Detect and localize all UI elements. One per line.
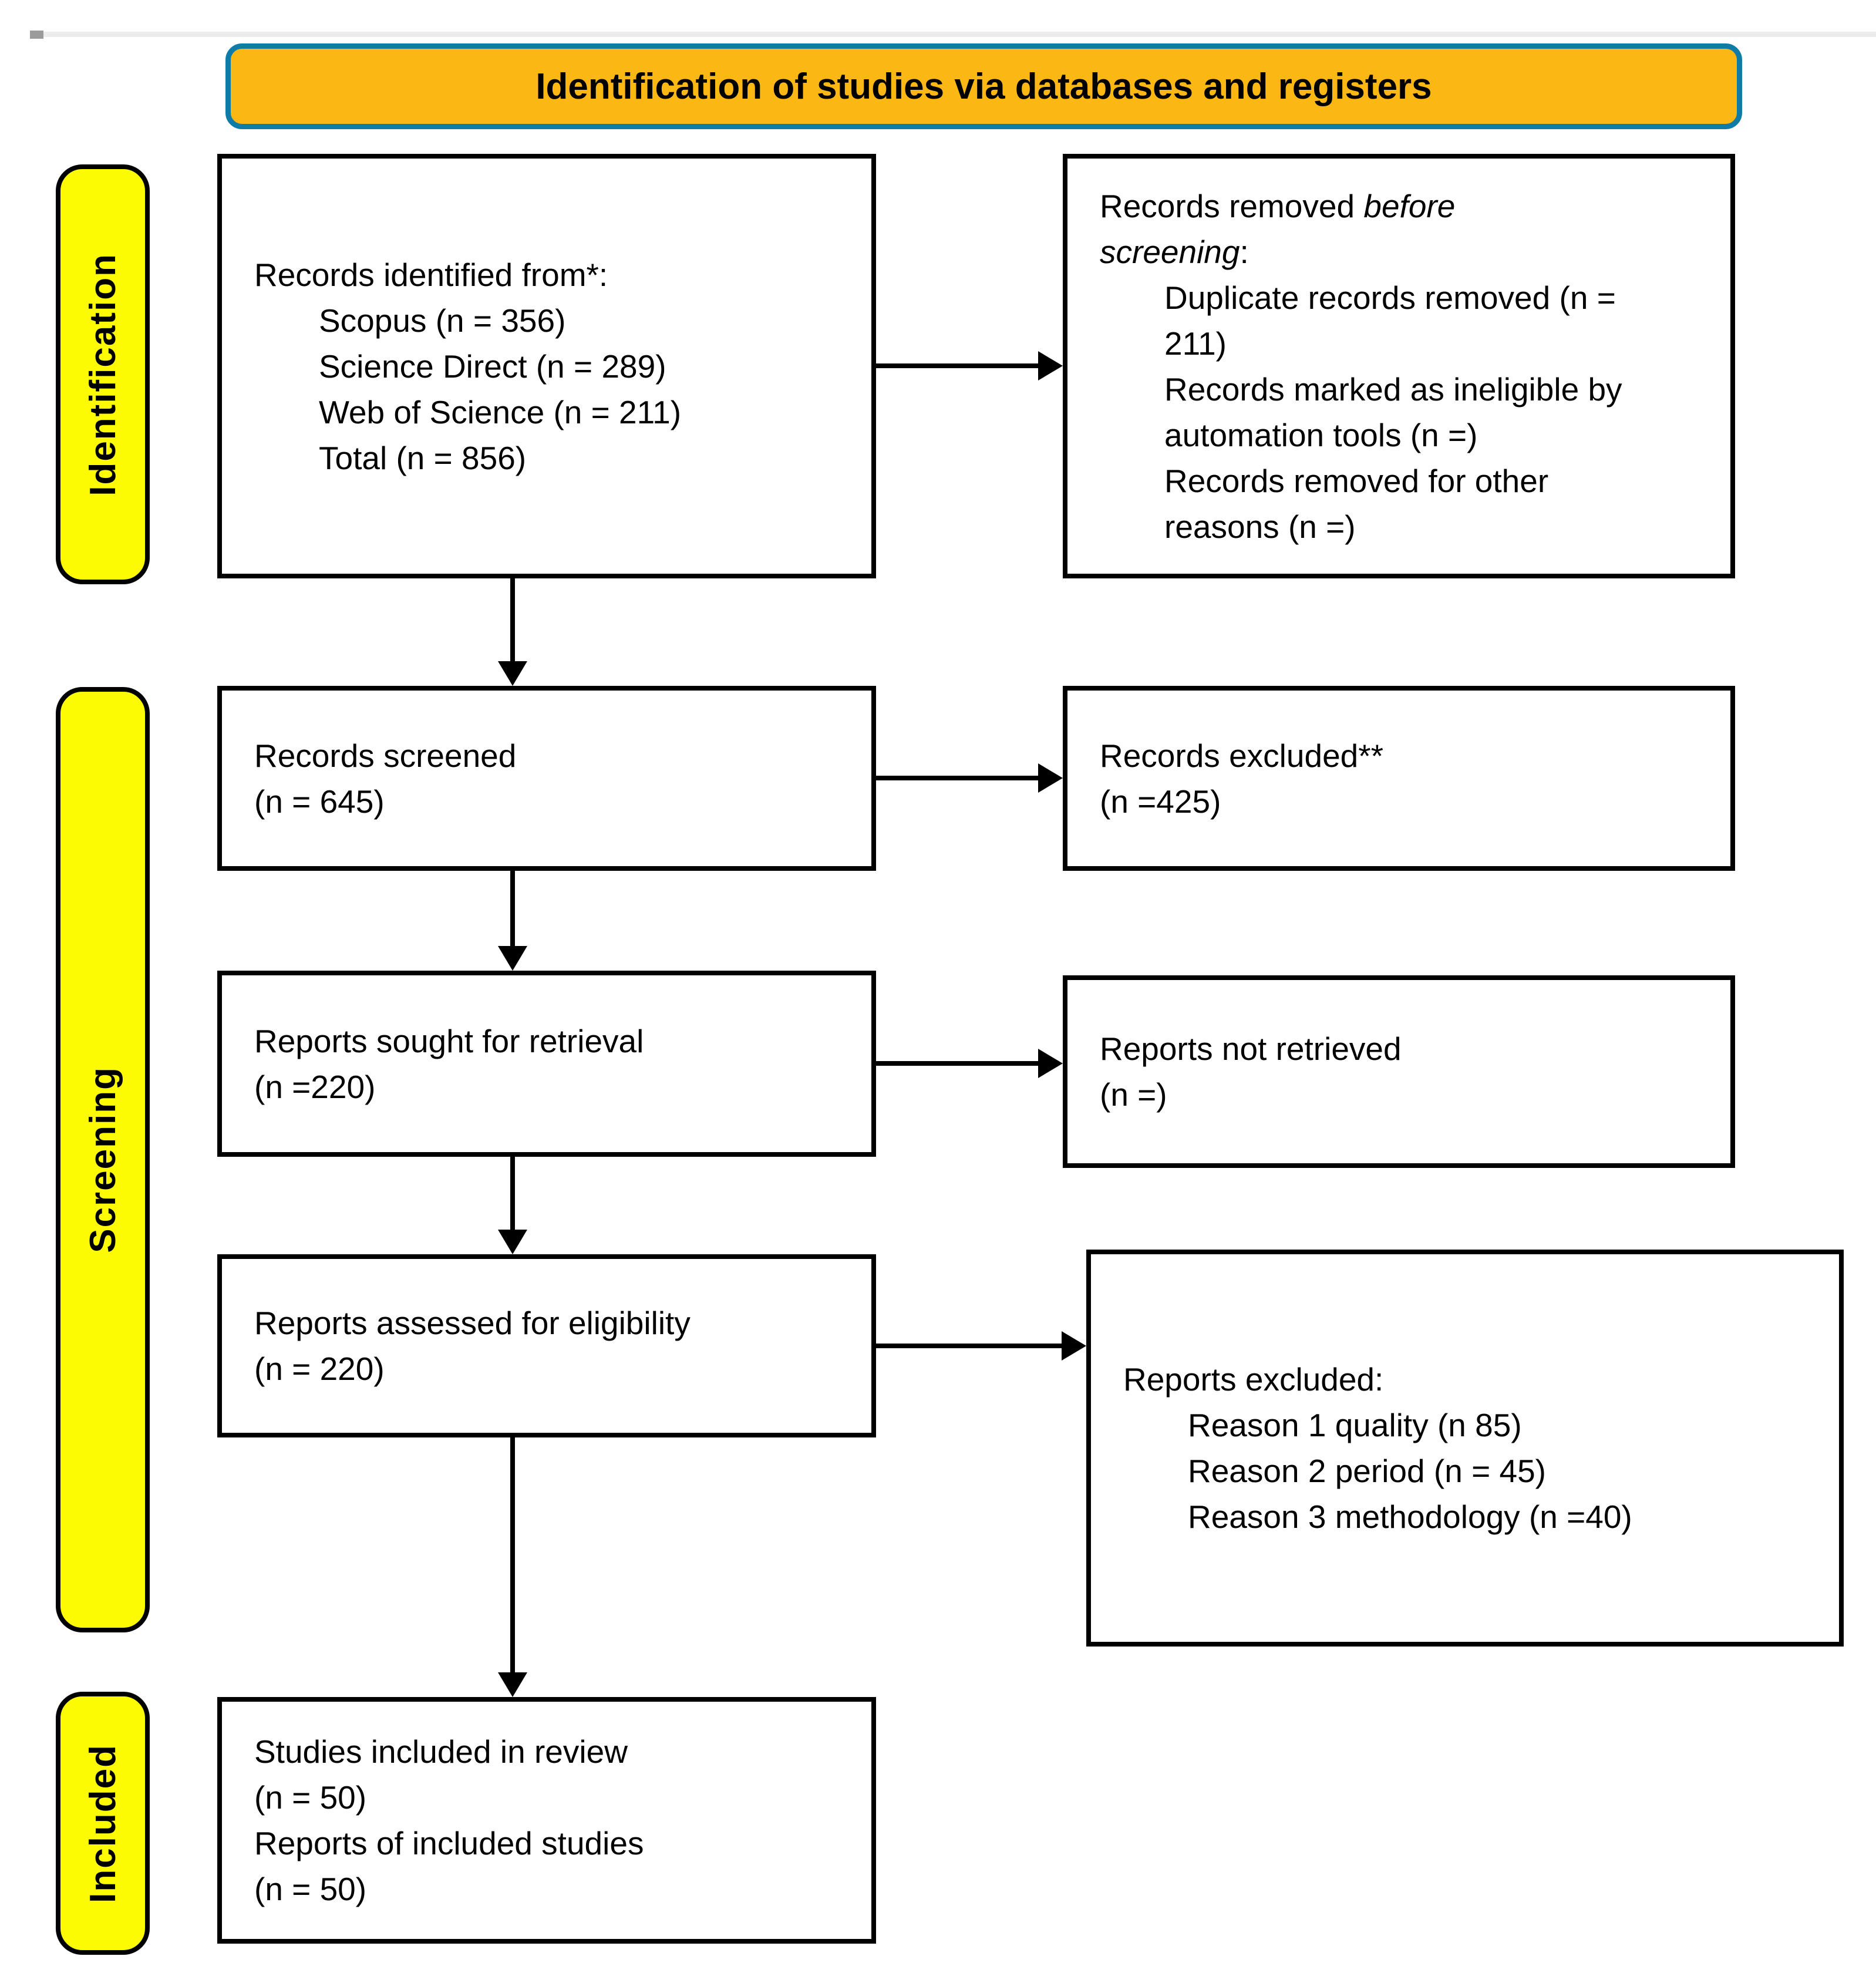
arrowhead-down-icon <box>498 1230 527 1254</box>
arrowhead-down-icon <box>498 661 527 686</box>
reports-excluded-reason: Reason 3 methodology (n =40) <box>1188 1499 1632 1535</box>
reports-sought-line: Reports sought for retrieval <box>254 1022 644 1059</box>
arrowhead-down-icon <box>498 1672 527 1697</box>
stage-label-identification-text: Identification <box>82 252 123 496</box>
records-removed-title-italic: before <box>1363 187 1456 224</box>
studies-included-count: (n = 50) <box>254 1779 367 1816</box>
arrowhead-right-icon <box>1038 351 1063 381</box>
arrow-shaft <box>510 578 515 661</box>
reports-assessed-count: (n = 220) <box>254 1351 385 1387</box>
box-reports-sought <box>217 971 876 1157</box>
box-records-removed <box>1063 154 1735 578</box>
box-studies-included <box>217 1697 876 1944</box>
records-removed-item: Records removed for other reasons (n =) <box>1164 462 1549 545</box>
arrowhead-right-icon <box>1038 1049 1063 1078</box>
box-reports-not-retrieved <box>1063 975 1735 1168</box>
box-reports-assessed <box>217 1254 876 1437</box>
stage-label-identification <box>56 164 150 584</box>
stage-label-screening <box>56 687 150 1632</box>
records-identified-item: Science Direct (n = 289) <box>319 348 666 385</box>
arrow-shaft <box>510 1157 515 1230</box>
arrow-shaft <box>510 871 515 946</box>
studies-included-line: Studies included in review <box>254 1733 628 1770</box>
arrow-shaft <box>876 776 1038 780</box>
banner-title <box>225 43 1742 129</box>
arrowhead-right-icon <box>1038 763 1063 793</box>
records-removed-title <box>1100 183 1704 275</box>
arrowhead-down-icon <box>498 946 527 971</box>
records-removed-title-colon: : <box>1240 233 1249 270</box>
reports-excluded-reason: Reason 1 quality (n 85) <box>1188 1407 1522 1443</box>
top-rule-end-square <box>30 31 43 39</box>
box-records-identified <box>217 154 876 578</box>
records-screened-count: (n = 645) <box>254 783 385 820</box>
box-reports-excluded <box>1086 1250 1844 1647</box>
records-identified-item: Web of Science (n = 211) <box>319 393 682 430</box>
reports-assessed-line: Reports assessed for eligibility <box>254 1305 691 1341</box>
records-excluded-count: (n =425) <box>1100 783 1221 820</box>
reports-not-retrieved-line: Reports not retrieved <box>1100 1031 1402 1067</box>
records-removed-item: Duplicate records removed (n = 211) <box>1164 279 1616 362</box>
records-excluded-line: Records excluded** <box>1100 737 1384 774</box>
studies-included-line: Reports of included studies <box>254 1825 644 1861</box>
records-identified-item: Total (n = 856) <box>319 439 527 476</box>
box-records-excluded <box>1063 686 1735 871</box>
stage-label-screening-text: Screening <box>82 1066 123 1253</box>
stage-label-included <box>56 1692 150 1955</box>
top-horizontal-rule <box>30 32 1876 37</box>
arrow-shaft <box>876 1344 1062 1348</box>
records-identified-item: Scopus (n = 356) <box>319 302 566 339</box>
reports-excluded-title: Reports excluded: <box>1123 1361 1384 1398</box>
arrow-shaft <box>876 363 1038 368</box>
banner-title-text: Identification of studies via databases and registers <box>535 66 1432 107</box>
reports-excluded-reason: Reason 2 period (n = 45) <box>1188 1453 1546 1489</box>
box-records-screened <box>217 686 876 871</box>
reports-not-retrieved-count: (n =) <box>1100 1076 1167 1113</box>
records-removed-title-italic: screening <box>1100 233 1240 270</box>
records-identified-title: Records identified from*: <box>254 256 608 293</box>
stage-label-included-text: Included <box>82 1743 123 1903</box>
records-removed-item: Records marked as ineligible by automation tools (n =) <box>1164 371 1622 453</box>
arrow-shaft <box>510 1437 515 1672</box>
records-screened-line: Records screened <box>254 737 517 774</box>
reports-sought-count: (n =220) <box>254 1068 376 1105</box>
records-removed-title-normal: Records removed <box>1100 187 1364 224</box>
studies-included-count: (n = 50) <box>254 1871 367 1907</box>
arrow-shaft <box>876 1061 1038 1066</box>
arrowhead-right-icon <box>1062 1331 1086 1361</box>
